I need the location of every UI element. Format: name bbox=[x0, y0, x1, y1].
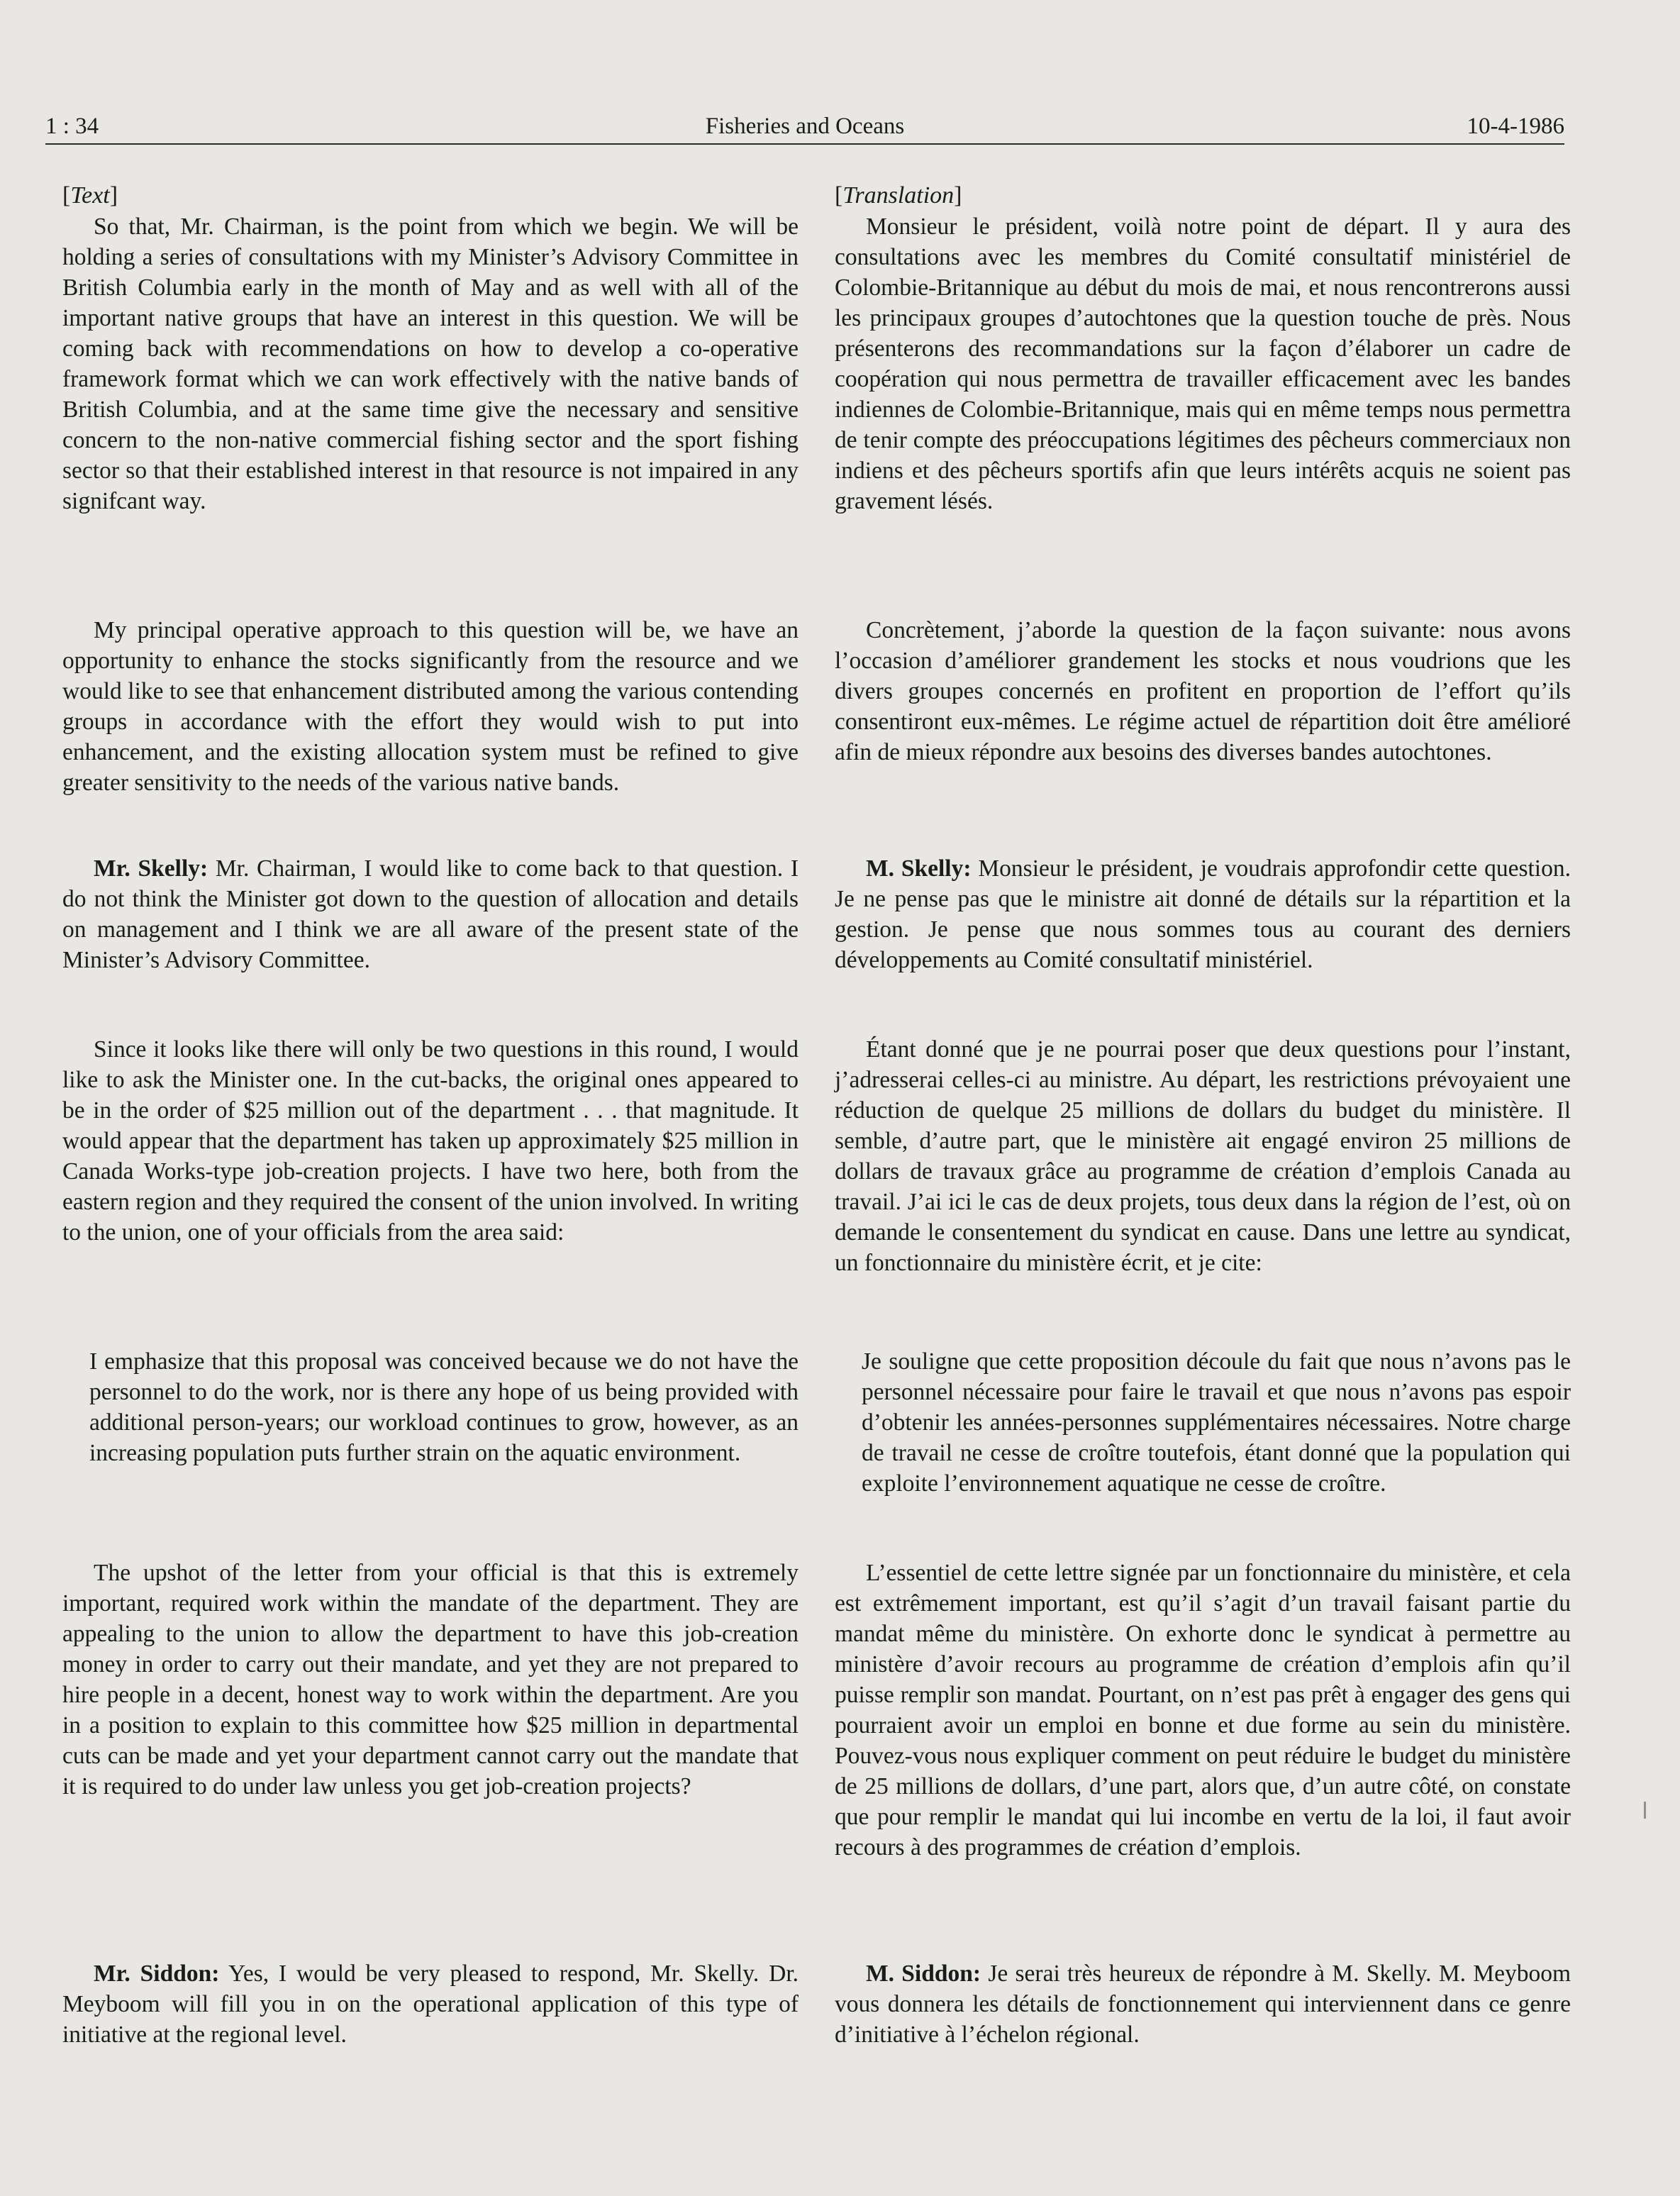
paragraph-opening-fr: Monsieur le président, voilà notre point de départ. Il y aura des consultations avec les membres du Comité consultatif ministériel de Colombie-Britannique au début du mois de mai, et nous rencontrerons aussi les principaux groupes d’autochtones que la question touche de près. Nous présenterons des recommandations sur la façon d’élaborer un cadre de coopération qui nous permettra de travailler efficacement avec les bandes indiennes de Colombie-Britannique, mais qui en même temps nous permettra de tenir compte des préoccupations légitimes des pêcheurs commerciaux non indiens et des pêcheurs sportifs afin que leurs intérêts acquis ne soient pas gravement lésés. bbox=[835, 214, 1571, 514]
paragraph-skelly-question: Mr. Skelly: Mr. Chairman, I would like to come back to that question. I do not think the Minister got down to the question of allocation and details on management and I think we are all aware of the present state of the Minister’s Advisory Committee. bbox=[62, 855, 799, 973]
running-title: Fisheries and Oceans bbox=[705, 113, 905, 139]
paragraph-cutbacks: Since it looks like there will only be two questions in this round, I would like to ask the Minister one. In the cut-backs, the original ones appeared to be in the order of $25 million out of the department . . . that magnitude. It would appear that the department has taken up approximately $25 million in Canada Works-type job-creation projects. I have two here, both from the eastern region and they required the consent of the union involved. In writing to the union, one of your officials from the area said: bbox=[62, 1036, 799, 1246]
paragraph-siddon-reply-fr: M. Siddon: Je serai très heureux de répondre à M. Skelly. M. Meyboom vous donnera les détails de fonctionnement qui interviennent dans ce genre d’initiative à l’échelon régional. bbox=[835, 1961, 1571, 2048]
english-column bbox=[62, 0, 799, 2196]
speaker-name: M. Siddon: bbox=[866, 1961, 981, 1987]
quoted-letter: I emphasize that this proposal was conceived because we do not have the personnel to do the work, nor is there any hope of us being provided with additional person-years; our workload continues to grow, however, as an increasing population puts further strain on the aquatic environment. bbox=[89, 1348, 799, 1466]
paragraph-upshot: The upshot of the letter from your official is that this is extremely important, required work within the mandate of the department. They are appealing to the union to allow the department to have this job-creation money in order to carry out their mandate, and yet they are not prepared to hire people in a decent, honest way to work within the department. Are you in a position to explain to this committee how $25 million in departmental cuts can be made and yet your department cannot carry out the mandate that it is required to do under law unless you get job-creation projects? bbox=[62, 1560, 799, 1800]
speaker-name: Mr. Siddon: bbox=[94, 1961, 220, 1987]
quoted-letter-fr: Je souligne que cette proposition découle du fait que nous n’avons pas le personnel nécessaire pour faire le travail et que nous n’avons pas espoir d’obtenir les années-personnes supplémentaires nécessaires. Notre charge de travail ne cesse de croître toutefois, étant donné que la population qui exploite l’environnement aquatique ne cesse de croître. bbox=[862, 1348, 1571, 1497]
paragraph-approach-fr: Concrètement, j’aborde la question de la façon suivante: nous avons l’occasion d’améliorer grandement les stocks et nous voudrions que les divers groupes concernés en profitent en proportion de l’effort qu’ils consentiront eux-mêmes. Le régime actuel de répartition doit être amélioré afin de mieux répondre aux besoins des diverses bandes autochtones. bbox=[835, 617, 1571, 765]
text-label: [Text] bbox=[62, 182, 118, 209]
paragraph-cutbacks-fr: Étant donné que je ne pourrai poser que deux questions pour l’instant, j’adresserai celles-ci au ministre. Au départ, les restrictions prévoyaient une réduction de quelque 25 millions de dollars du budget du ministère. Il semble, d’autre part, que le ministère ait engagé environ 25 millions de dollars de travaux grâce au programme de création d’emplois Canada au travail. J’ai ici le cas de deux projets, tous deux dans la région de l’est, où on demande le consentement du syndicat en cause. Dans une lettre au syndicat, un fonctionnaire du ministère écrit, et je cite: bbox=[835, 1036, 1571, 1276]
translation-label: [Translation] bbox=[835, 182, 962, 209]
paragraph-upshot-fr: L’essentiel de cette lettre signée par un fonctionnaire du ministère, et cela est extrêmement important, est qu’il s’agit d’un travail faisant partie du mandat même du ministère. On exhorte donc le syndicat à permettre au ministère d’avoir recours au programme de création d’emplois afin qu’il puisse remplir son mandat. Pourtant, on n’est pas prêt à engager des gens qui pourraient avoir un emploi en bonne et due forme au sein du ministère. Pouvez-vous nous expliquer comment on peut réduire le budget du ministère de 25 millions de dollars, d’une part, alors que, d’un autre côté, on constate que pour remplir le mandat qui lui incombe en vertu de la loi, il faut avoir recours à des programmes de création d’emplois. bbox=[835, 1560, 1571, 1860]
paragraph-skelly-question-fr: M. Skelly: Monsieur le président, je voudrais approfondir cette question. Je ne pense pas que le ministre ait donné de détails sur la répartition et la gestion. Je pense que nous sommes tous au courant des derniers développements au Comité consultatif ministériel. bbox=[835, 855, 1571, 973]
speaker-name: Mr. Skelly: bbox=[94, 855, 208, 882]
page-number: 1 : 34 bbox=[45, 113, 99, 139]
paragraph-opening: So that, Mr. Chairman, is the point from which we begin. We will be holding a series of consultations with my Minister’s Advisory Committee in British Columbia early in the month of May and as well with all of the important native groups that have an interest in this question. We will be coming back with recommendations on how to develop a co-operative framework format which we can work effectively with the native bands of British Columbia, and at the same time give the necessary and sensitive concern to the non-native commercial fishing sector and the sport fishing sector so that their established interest in that resource is not impaired in any signifcant way. bbox=[62, 214, 799, 514]
speaker-name: M. Skelly: bbox=[866, 855, 972, 882]
paragraph-siddon-reply: Mr. Siddon: Yes, I would be very pleased to respond, Mr. Skelly. Dr. Meyboom will fill you in on the operational application of this type of initiative at the regional level. bbox=[62, 1961, 799, 2048]
paragraph-approach: My principal operative approach to this question will be, we have an opportunity to enhance the stocks significantly from the resource and we would like to see that enhancement distributed among the various contending groups in accordance with the effort they would wish to put into enhancement, and the existing allocation system must be refined to give greater sensitivity to the needs of the various native bands. bbox=[62, 617, 799, 796]
header-date: 10-4-1986 bbox=[1467, 113, 1564, 139]
margin-mark bbox=[1644, 1802, 1646, 1819]
french-column bbox=[835, 0, 1571, 2196]
